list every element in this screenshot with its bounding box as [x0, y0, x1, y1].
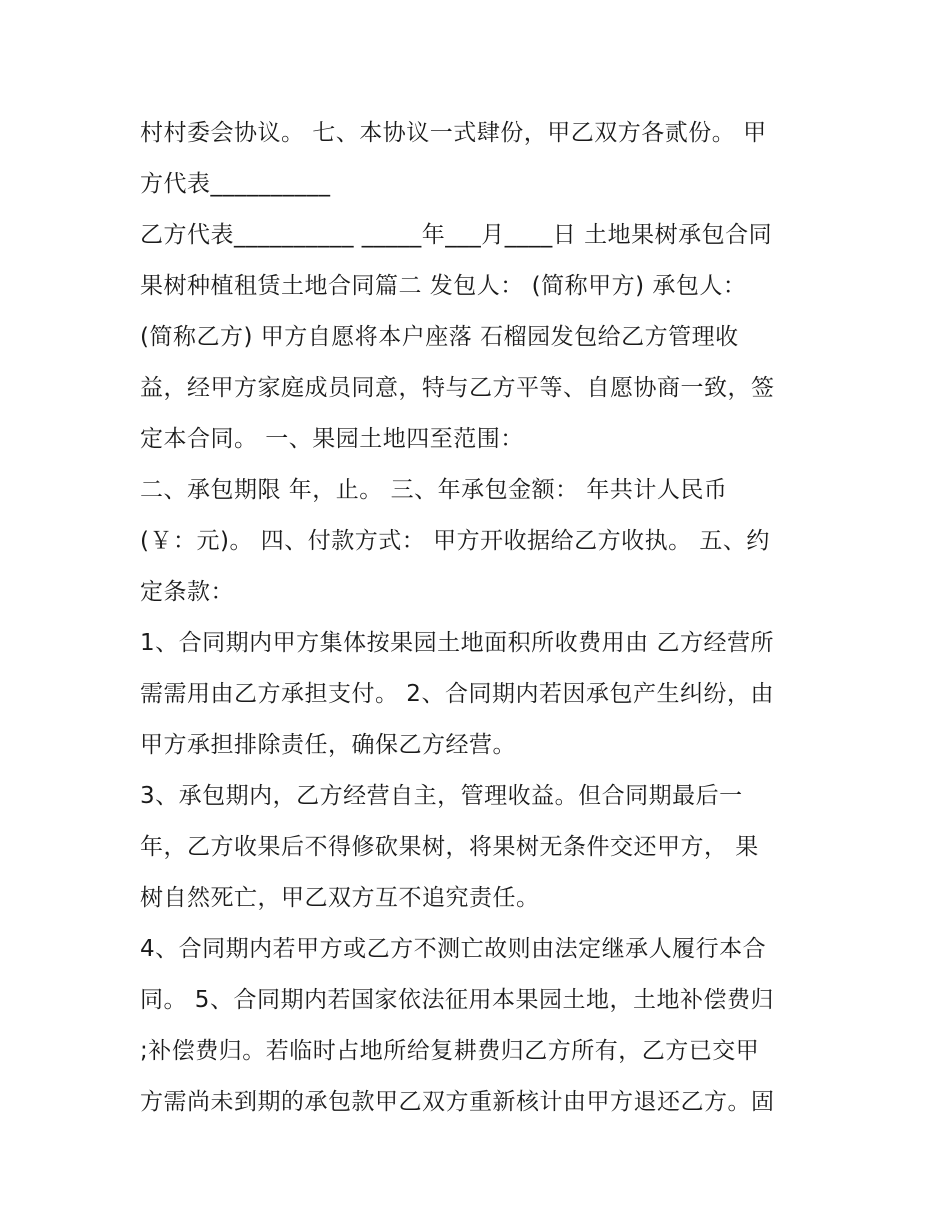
- text-line: 3、承包期内，乙方经营自主，管理收益。但合同期最后一: [140, 783, 743, 809]
- text-line: 同。 5、合同期内若国家依法征用本果园土地，土地补偿费归: [140, 987, 774, 1013]
- text-line: 定本合同。 一、果园土地四至范围：: [140, 426, 524, 452]
- text-line: 1、合同期内甲方集体按果园土地面积所收费用由 乙方经营所: [140, 630, 774, 656]
- text-line: 定条款：: [140, 579, 234, 605]
- text-line: 年，乙方收果后不得修砍果树，将果树无条件交还甲方， 果: [140, 834, 759, 860]
- text-line: 甲方承担排除责任，确保乙方经营。: [140, 732, 516, 758]
- text-line: 村村委会协议。 七、本协议一式肆份，甲乙双方各贰份。 甲: [140, 120, 767, 146]
- contract-text: [140, 108, 830, 1128]
- text-line: 二、承包期限 年，止。 三、年承包金额： 年共计人民币: [140, 477, 728, 503]
- text-line: 益，经甲方家庭成员同意，特与乙方平等、自愿协商一致，签: [140, 375, 775, 401]
- text-line: (￥：元)。 四、付款方式： 甲方开收据给乙方收执。 五、约: [140, 528, 770, 554]
- text-line: 方代表__________: [140, 171, 331, 197]
- text-line: 方需尚未到期的承包款甲乙双方重新核计由甲方退还乙方。固: [140, 1089, 775, 1115]
- text-line: 树自然死亡，甲乙双方互不追究责任。: [140, 885, 540, 911]
- text-line: 乙方代表__________ _____年___月____日 土地果树承包合同: [140, 222, 773, 248]
- text-line: 需需用由乙方承担支付。 2、合同期内若因承包产生纠纷，由: [140, 681, 774, 707]
- text-line: 4、合同期内若甲方或乙方不测亡故则由法定继承人履行本合: [140, 936, 767, 962]
- text-line: ;补偿费归。若临时占地所给复耕费归乙方所有，乙方已交甲: [140, 1038, 760, 1064]
- text-line: (简称乙方) 甲方自愿将本户座落 石榴园发包给乙方管理收: [140, 324, 739, 350]
- text-line: 果树种植租赁土地合同篇二 发包人： (简称甲方) 承包人：: [140, 273, 747, 299]
